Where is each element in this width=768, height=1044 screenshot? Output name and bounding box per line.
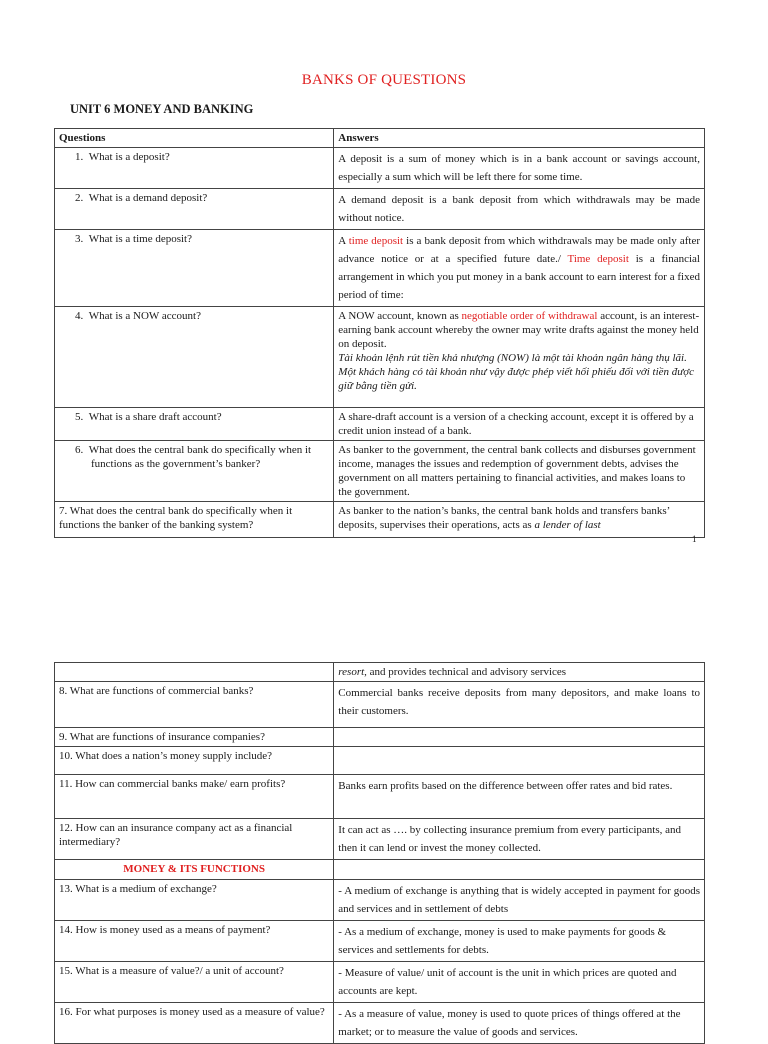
- table-row: [55, 819, 705, 860]
- answer-text: As banker to the nation’s banks, the central bank holds and transfers banks’ deposits, supervises their operations, acts as: [338, 505, 670, 531]
- answer-text: is a financial arrangement in which you put money in a bank account to earn interest for a fixed period of time:: [338, 253, 700, 301]
- table-header-row: [55, 129, 705, 148]
- answer-cell: [334, 230, 705, 307]
- italic-term: resort: [338, 666, 365, 678]
- qa-table-page-2: [54, 662, 705, 1044]
- question-number: 3.: [75, 233, 84, 245]
- highlighted-term: time deposit: [348, 235, 404, 247]
- answer-cell: As banker to the government, the central bank collects and disburses government income, manages the issues and redemption of government debts, advises the government on all matters pertaining to financial activities, and makes loans to the government.: [334, 441, 705, 502]
- question-cell: 14. How is money used as a means of payment?: [55, 921, 334, 962]
- question-text: What does the central bank do specifically when it functions as the government’s banker?: [88, 444, 312, 470]
- question-number: 2.: [75, 192, 84, 204]
- question-cell: 13. What is a medium of exchange?: [55, 880, 334, 921]
- table-row: [55, 962, 705, 1003]
- table-row: [55, 1003, 705, 1044]
- question-cell: [55, 307, 334, 408]
- table-row: [55, 728, 705, 747]
- table-row: [55, 502, 705, 538]
- questions-header: Questions: [55, 129, 334, 148]
- question-cell: 9. What are functions of insurance companies?: [55, 728, 334, 747]
- page-number: 1: [692, 534, 697, 544]
- answer-text: A NOW account, known as: [338, 310, 462, 322]
- answer-cell: [334, 728, 705, 747]
- question-cell: [55, 189, 334, 230]
- question-cell: 16. For what purposes is money used as a measure of value?: [55, 1003, 334, 1044]
- unit-heading: UNIT 6 MONEY AND BANKING: [70, 102, 254, 116]
- question-cell: 11. How can commercial banks make/ earn profits?: [55, 775, 334, 819]
- answer-cell: It can act as …. by collecting insurance premium from every participants, and then it can lend or invest the money collected.: [334, 819, 705, 860]
- question-cell: [55, 148, 334, 189]
- question-cell: [55, 408, 334, 441]
- highlighted-term: Time deposit: [567, 253, 629, 265]
- table-row: [55, 230, 705, 307]
- answer-cell: - Measure of value/ unit of account is the unit in which prices are quoted and accounts are kept.: [334, 962, 705, 1003]
- answer-cell: - As a measure of value, money is used to quote prices of things offered at the market; or to measure the value of goods and services.: [334, 1003, 705, 1044]
- table-row: [55, 189, 705, 230]
- table-row: [55, 921, 705, 962]
- table-row: [55, 663, 705, 682]
- question-text: What is a share draft account?: [88, 411, 222, 423]
- question-cell: 7. What does the central bank do specifically when it functions the banker of the banking system?: [55, 502, 334, 538]
- table-row: [55, 408, 705, 441]
- answer-cell: Banks earn profits based on the difference between offer rates and bid rates.: [334, 775, 705, 819]
- answer-cell: - As a medium of exchange, money is used to make payments for goods & services and settlements for debts.: [334, 921, 705, 962]
- table-row: [55, 880, 705, 921]
- answer-cell: - A medium of exchange is anything that is widely accepted in payment for goods and services and in settlement of debts: [334, 880, 705, 921]
- question-cell: [55, 230, 334, 307]
- answer-cell: [334, 307, 705, 408]
- question-text: What is a deposit?: [88, 151, 170, 163]
- question-text: What is a demand deposit?: [88, 192, 208, 204]
- table-row: [55, 307, 705, 408]
- answer-cell: Commercial banks receive deposits from many depositors, and make loans to their customers.: [334, 682, 705, 728]
- question-text: What is a time deposit?: [88, 233, 192, 245]
- question-text: What is a NOW account?: [88, 310, 201, 322]
- table-row: [55, 747, 705, 775]
- answer-text: , and provides technical and advisory services: [364, 666, 567, 678]
- section-heading: MONEY & ITS FUNCTIONS: [55, 860, 334, 880]
- question-number: 1.: [75, 151, 84, 163]
- answer-text: is a bank deposit from which withdrawals may be made only after advance notice or at a specified future date./: [338, 235, 701, 265]
- answer-cell: [334, 502, 705, 538]
- answer-cell: A share-draft account is a version of a checking account, except it is offered by a credit union instead of a bank.: [334, 408, 705, 441]
- table-row: [55, 682, 705, 728]
- question-cell: [55, 663, 334, 682]
- question-cell: 8. What are functions of commercial banks?: [55, 682, 334, 728]
- answers-header: Answers: [334, 129, 705, 148]
- table-row: [55, 441, 705, 502]
- question-number: 4.: [75, 310, 84, 322]
- highlighted-term: negotiable order of withdrawal: [461, 310, 598, 322]
- question-cell: 12. How can an insurance company act as a financial intermediary?: [55, 819, 334, 860]
- answer-cell: A demand deposit is a bank deposit from which withdrawals may be made without notice.: [334, 189, 705, 230]
- answer-cell: [334, 663, 705, 682]
- italic-term: a lender of last: [534, 519, 601, 531]
- vietnamese-translation: Tài khoản lệnh rút tiền khả nhượng (NOW) là một tài khoản ngân hàng thụ lãi. Một khách hàng có tài khoản như vậy được phép viết hối phiếu đối với tiền được giữ bằng tiền gửi.: [338, 352, 695, 392]
- table-row: [55, 775, 705, 819]
- question-cell: 10. What does a nation’s money supply include?: [55, 747, 334, 775]
- page-title: BANKS OF QUESTIONS: [301, 72, 467, 88]
- question-number: 6.: [75, 444, 84, 456]
- answer-text: A: [338, 235, 349, 247]
- answer-cell: [334, 860, 705, 880]
- question-cell: [55, 441, 334, 502]
- section-row: [55, 860, 705, 880]
- table-row: [55, 148, 705, 189]
- answer-text: account, is an interest-earning bank account whereby the owner may write drafts against the money held on deposit.: [338, 310, 700, 350]
- qa-table-page-1: [54, 128, 705, 538]
- answer-cell: A deposit is a sum of money which is in a bank account or savings account, especially a sum which will be left there for some time.: [334, 148, 705, 189]
- answer-cell: [334, 747, 705, 775]
- question-cell: 15. What is a measure of value?/ a unit of account?: [55, 962, 334, 1003]
- question-number: 5.: [75, 411, 84, 423]
